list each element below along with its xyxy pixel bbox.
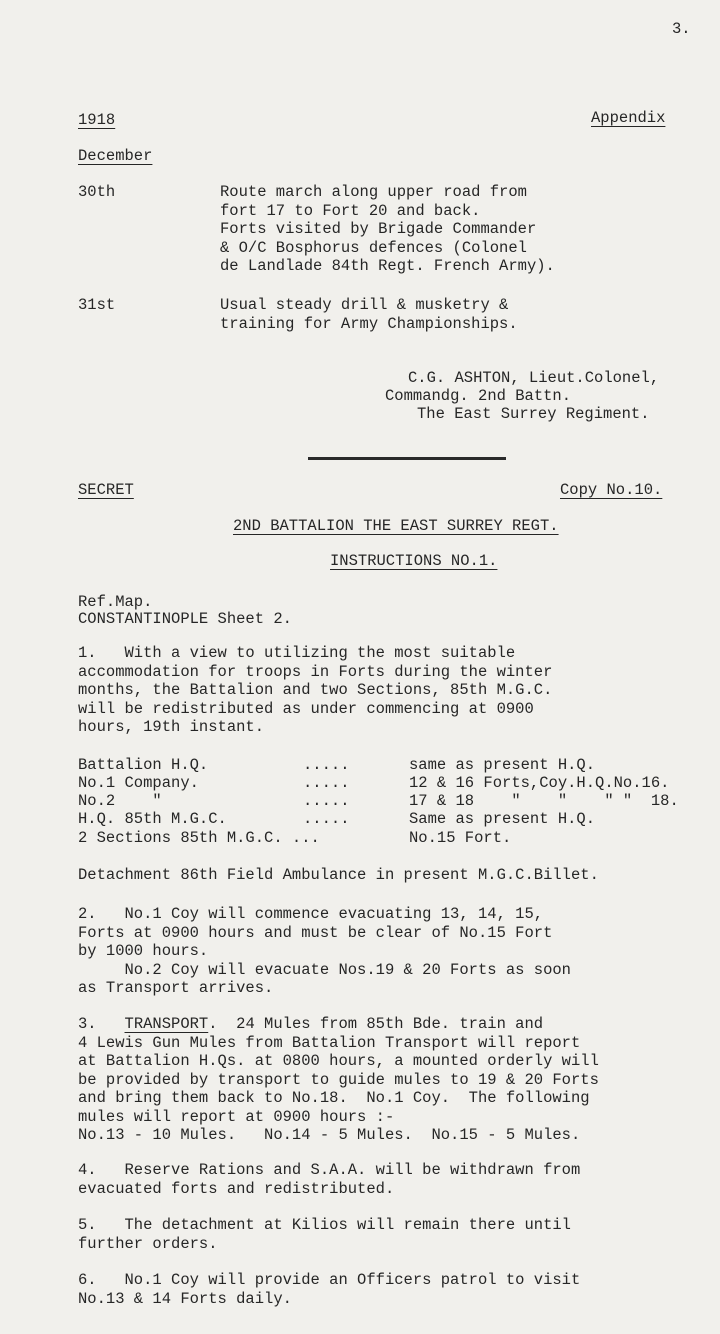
diary-day: 31st [78, 296, 116, 314]
table-location: 12 & 16 Forts,Coy.H.Q.No.16. [409, 774, 670, 792]
paragraph-line: months, the Battalion and two Sections, 85th M.G.C. [78, 681, 553, 699]
table-location: Same as present H.Q. [409, 810, 596, 828]
signature-line: C.G. ASHTON, Lieut.Colonel, [408, 369, 660, 387]
paragraph-line: by 1000 hours. [78, 942, 209, 960]
paragraph-text: . 24 Mules from 85th Bde. train and [208, 1015, 544, 1033]
paragraph-line: mules will report at 0900 hours :- [78, 1107, 395, 1126]
paragraph-line: at Battalion H.Qs. at 0800 hours, a mounted orderly will [78, 1052, 599, 1070]
table-dots: ..... [303, 756, 350, 774]
paragraph-line: evacuated forts and redistributed. [78, 1179, 395, 1198]
table-dots: ..... [303, 792, 350, 810]
paragraph-line: accommodation for troops in Forts during the winter [78, 662, 553, 681]
section-divider [308, 457, 506, 460]
transport-heading: TRANSPORT [124, 1015, 209, 1033]
diary-line: Route march along upper road from [220, 183, 527, 201]
diary-line: Forts visited by Brigade Commander [220, 220, 537, 238]
copy-number: Copy No.10. [560, 481, 663, 499]
table-unit: Battalion H.Q. [78, 756, 209, 774]
classification-label: SECRET [78, 481, 134, 499]
ref-map-line: Ref.Map. [78, 593, 153, 611]
unit-title: 2ND BATTALION THE EAST SURREY REGT. [233, 517, 559, 535]
paragraph-line: further orders. [78, 1234, 218, 1253]
paragraph-5 [78, 1216, 571, 1253]
diary-day: 30th [78, 183, 116, 201]
paragraph-line: 1. With a view to utilizing the most suitable [78, 644, 516, 662]
paragraph-line: No.13 - 10 Mules. No.14 - 5 Mules. No.15 - 5 Mules. [78, 1126, 581, 1144]
diary-line: de Landlade 84th Regt. French Army). [220, 257, 555, 275]
diary-entry [220, 183, 555, 276]
table-location: No.15 Fort. [409, 829, 512, 847]
paragraph-4 [78, 1161, 580, 1198]
paragraph-line: No.13 & 14 Forts daily. [78, 1289, 292, 1308]
paragraph-1 [78, 644, 552, 737]
diary-line: Usual steady drill & musketry & [220, 296, 509, 314]
instructions-title: INSTRUCTIONS NO.1. [330, 552, 498, 570]
table-unit: H.Q. 85th M.G.C. [78, 810, 227, 828]
paragraph-line: Forts at 0900 hours and must be clear of No.15 Fort [78, 923, 553, 942]
paragraph-line: 4. Reserve Rations and S.A.A. will be withdrawn from [78, 1161, 581, 1179]
paragraph-2 [78, 905, 571, 998]
paragraph-line: 2. No.1 Coy will commence evacuating 13, 14, 15, [78, 905, 544, 923]
paragraph-line: 5. The detachment at Kilios will remain there until [78, 1216, 571, 1234]
paragraph-line: No.2 Coy will evacuate Nos.19 & 20 Forts as soon [78, 960, 571, 979]
paragraph-line: as Transport arrives. [78, 979, 274, 997]
year-heading: 1918 [78, 111, 116, 129]
signature-line: Commandg. 2nd Battn. [385, 387, 572, 405]
month-heading: December [78, 147, 153, 165]
table-unit: No.1 Company. [78, 774, 199, 792]
table-dots: ..... [303, 810, 350, 828]
paragraph-line: 4 Lewis Gun Mules from Battalion Transport will report [78, 1033, 581, 1052]
page-number: 3. [672, 20, 691, 38]
table-unit: No.2 " [78, 792, 162, 810]
paragraph-line: 6. No.1 Coy will provide an Officers patrol to visit [78, 1271, 581, 1289]
diary-entry [220, 296, 518, 333]
diary-line: training for Army Championships. [220, 314, 518, 333]
detachment-line: Detachment 86th Field Ambulance in present M.G.C.Billet. [78, 866, 599, 884]
signature-line: The East Surrey Regiment. [417, 405, 650, 423]
paragraph-line: be provided by transport to guide mules to 19 & 20 Forts [78, 1070, 599, 1089]
table-location: 17 & 18 " " " " 18. [409, 792, 679, 810]
paragraph-line [78, 1015, 599, 1034]
diary-line: fort 17 to Fort 20 and back. [220, 201, 481, 220]
paragraph-number: 3. [78, 1015, 125, 1033]
appendix-heading: Appendix [591, 109, 666, 127]
table-dots: ..... [303, 774, 350, 792]
table-unit: 2 Sections 85th M.G.C. ... [78, 829, 320, 847]
diary-line: & O/C Bosphorus defences (Colonel [220, 238, 527, 257]
table-location: same as present H.Q. [409, 756, 596, 774]
paragraph-line: and bring them back to No.18. No.1 Coy. The following [78, 1089, 590, 1107]
paragraph-line: will be redistributed as under commencing at 0900 [78, 699, 534, 718]
paragraph-6 [78, 1271, 580, 1308]
paragraph-3 [78, 1015, 599, 1145]
paragraph-line: hours, 19th instant. [78, 718, 265, 736]
ref-map-line: CONSTANTINOPLE Sheet 2. [78, 610, 292, 628]
